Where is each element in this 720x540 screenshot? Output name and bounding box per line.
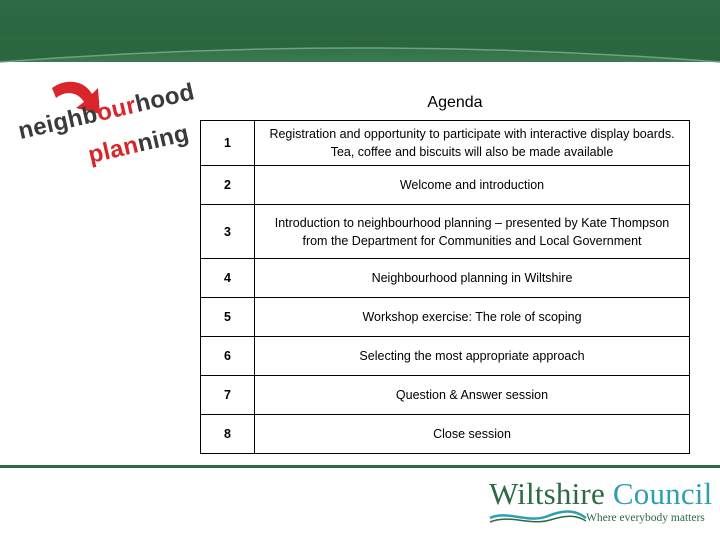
item-description: Introduction to neighbourhood planning – presented by Kate Thompson from the Department for Communities and Local Government [255, 205, 690, 259]
item-number: 7 [201, 376, 255, 415]
table-row [201, 376, 690, 415]
table-row [201, 166, 690, 205]
item-description: Question & Answer session [255, 376, 690, 415]
page-title: Agenda [427, 94, 483, 111]
item-description: Workshop exercise: The role of scoping [255, 298, 690, 337]
agenda-table [200, 120, 690, 454]
footer-divider [0, 465, 720, 468]
table-row [201, 205, 690, 259]
item-description: Registration and opportunity to participate with interactive display boards. Tea, coffee and biscuits will also be made available [255, 121, 690, 166]
item-number: 6 [201, 337, 255, 376]
council-name: Wiltshire Council [489, 476, 713, 511]
item-description: Welcome and introduction [255, 166, 690, 205]
item-description: Close session [255, 415, 690, 454]
table-row [201, 337, 690, 376]
item-number: 1 [201, 121, 255, 166]
item-number: 4 [201, 259, 255, 298]
item-description: Selecting the most appropriate approach [255, 337, 690, 376]
table-row [201, 121, 690, 166]
table-row [201, 259, 690, 298]
item-number: 3 [201, 205, 255, 259]
item-description: Neighbourhood planning in Wiltshire [255, 259, 690, 298]
item-number: 5 [201, 298, 255, 337]
swoosh-icon [488, 508, 588, 526]
logo-text-planning: planning [85, 119, 192, 170]
logo-text-neighbourhood: neighbourhood [15, 78, 198, 146]
item-number: 2 [201, 166, 255, 205]
table-row [201, 298, 690, 337]
council-tagline: Where everybody matters [586, 512, 705, 524]
item-number: 8 [201, 415, 255, 454]
table-row [201, 415, 690, 454]
